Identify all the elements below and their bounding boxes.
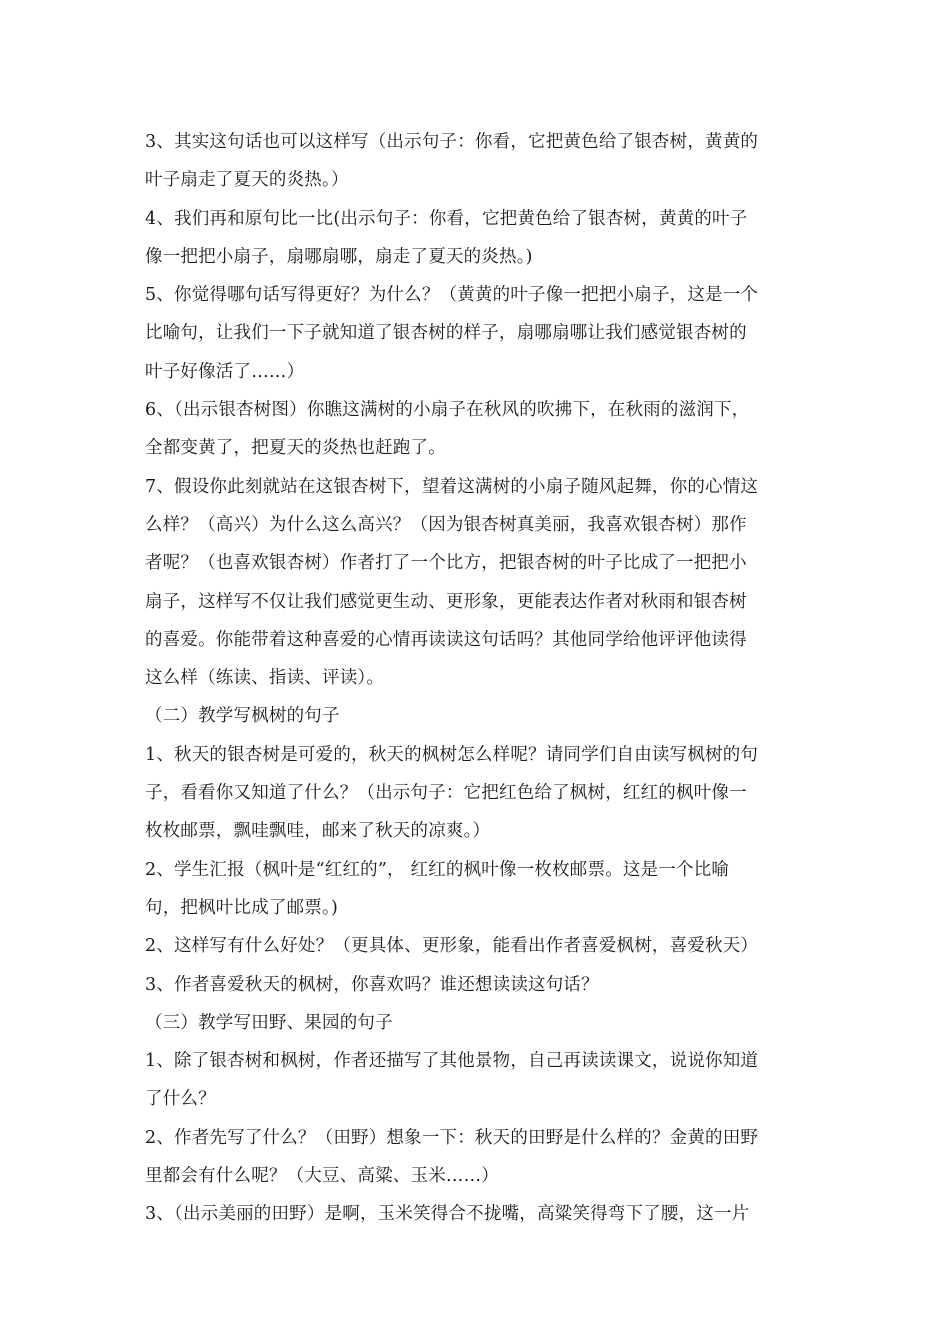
text-line: 5、你觉得哪句话写得更好？为什么？（黄黄的叶子像一把把小扇子，这是一个 bbox=[145, 285, 759, 306]
text-line: 的喜爱。你能带着这种喜爱的心情再读读这句话吗？其他同学给他评评他读得 bbox=[145, 629, 747, 650]
text-line: 3、作者喜爱秋天的枫树，你喜欢吗？谁还想读读这句话？ bbox=[145, 974, 599, 995]
text-line: 1、除了银杏树和枫树，作者还描写了其他景物，自己再读读课文，说说你知道 bbox=[145, 1051, 759, 1072]
paragraph bbox=[145, 851, 809, 928]
text-line: （二）教学写枫树的句子 bbox=[145, 706, 340, 727]
document-body bbox=[145, 123, 809, 1234]
paragraph bbox=[145, 276, 809, 391]
text-line: 比喻句，让我们一下子就知道了银杏树的样子，扇哪扇哪让我们感觉银杏树的 bbox=[145, 323, 747, 344]
text-line: 2、学生汇报（枫叶是“红红的”， 红红的枫叶像一枚枚邮票。这是一个比喻 bbox=[145, 859, 730, 880]
text-line: 3、（出示美丽的田野）是啊，玉米笑得合不拢嘴，高粱笑得弯下了腰，这一片 bbox=[145, 1204, 750, 1225]
text-line: 么样？（高兴）为什么这么高兴？（因为银杏树真美丽，我喜欢银杏树）那作 bbox=[145, 514, 747, 535]
paragraph bbox=[145, 200, 809, 277]
text-line: 3、其实这句话也可以这样写（出示句子：你看，它把黄色给了银杏树，黄黄的 bbox=[145, 132, 759, 152]
text-line: 了什么？ bbox=[145, 1089, 216, 1110]
paragraph bbox=[145, 927, 809, 965]
paragraph bbox=[145, 697, 809, 735]
text-line: 全都变黄了，把夏天的炎热也赶跑了。 bbox=[145, 438, 446, 459]
paragraph bbox=[145, 391, 809, 468]
text-line: 6、（出示银杏树图）你瞧这满树的小扇子在秋风的吹拂下，在秋雨的滋润下， bbox=[145, 400, 750, 421]
paragraph bbox=[145, 1042, 809, 1119]
text-line: 这么样（练读、指读、评读）。 bbox=[145, 668, 385, 689]
text-line: 7、假设你此刻就站在这银杏树下，望着这满树的小扇子随风起舞，你的心情这 bbox=[145, 476, 759, 497]
paragraph bbox=[145, 966, 809, 1004]
text-line: 2、这样写有什么好处？（更具体、更形象，能看出作者喜爱枫树，喜爱秋天） bbox=[145, 936, 759, 957]
text-line: 像一把把小扇子，扇哪扇哪，扇走了夏天的炎热。) bbox=[145, 246, 533, 267]
text-line: 2、作者先写了什么？（田野）想象一下：秋天的田野是什么样的？金黄的田野 bbox=[145, 1127, 759, 1148]
paragraph bbox=[145, 1004, 809, 1042]
paragraph bbox=[145, 736, 809, 851]
text-line: 1、秋天的银杏树是可爱的，秋天的枫树怎么样呢？请同学们自由读写枫树的句 bbox=[145, 744, 759, 765]
text-line: 4、我们再和原句比一比(出示句子：你看，它把黄色给了银杏树，黄黄的叶子 bbox=[145, 208, 748, 229]
text-line: 扇子，这样写不仅让我们感觉更生动、更形象，更能表达作者对秋雨和银杏树 bbox=[145, 591, 747, 612]
paragraph bbox=[145, 1119, 809, 1196]
paragraph bbox=[145, 468, 809, 698]
paragraph bbox=[145, 123, 809, 200]
text-line: 里都会有什么呢？（大豆、高粱、玉米……） bbox=[145, 1166, 499, 1187]
text-line: 叶子好像活了……） bbox=[145, 361, 305, 382]
text-line: （三）教学写田野、果园的句子 bbox=[145, 1012, 393, 1033]
text-line: 者呢？（也喜欢银杏树）作者打了一个比方，把银杏树的叶子比成了一把把小 bbox=[145, 553, 747, 574]
paragraph bbox=[145, 1195, 809, 1233]
text-line: 句，把枫叶比成了邮票。) bbox=[145, 897, 338, 918]
text-line: 子，看看你又知道了什么？（出示句子：它把红色给了枫树，红红的枫叶像一 bbox=[145, 783, 747, 804]
text-line: 枚枚邮票，飘哇飘哇，邮来了秋天的凉爽。） bbox=[145, 821, 491, 842]
text-line: 叶子扇走了夏天的炎热。） bbox=[145, 170, 349, 191]
